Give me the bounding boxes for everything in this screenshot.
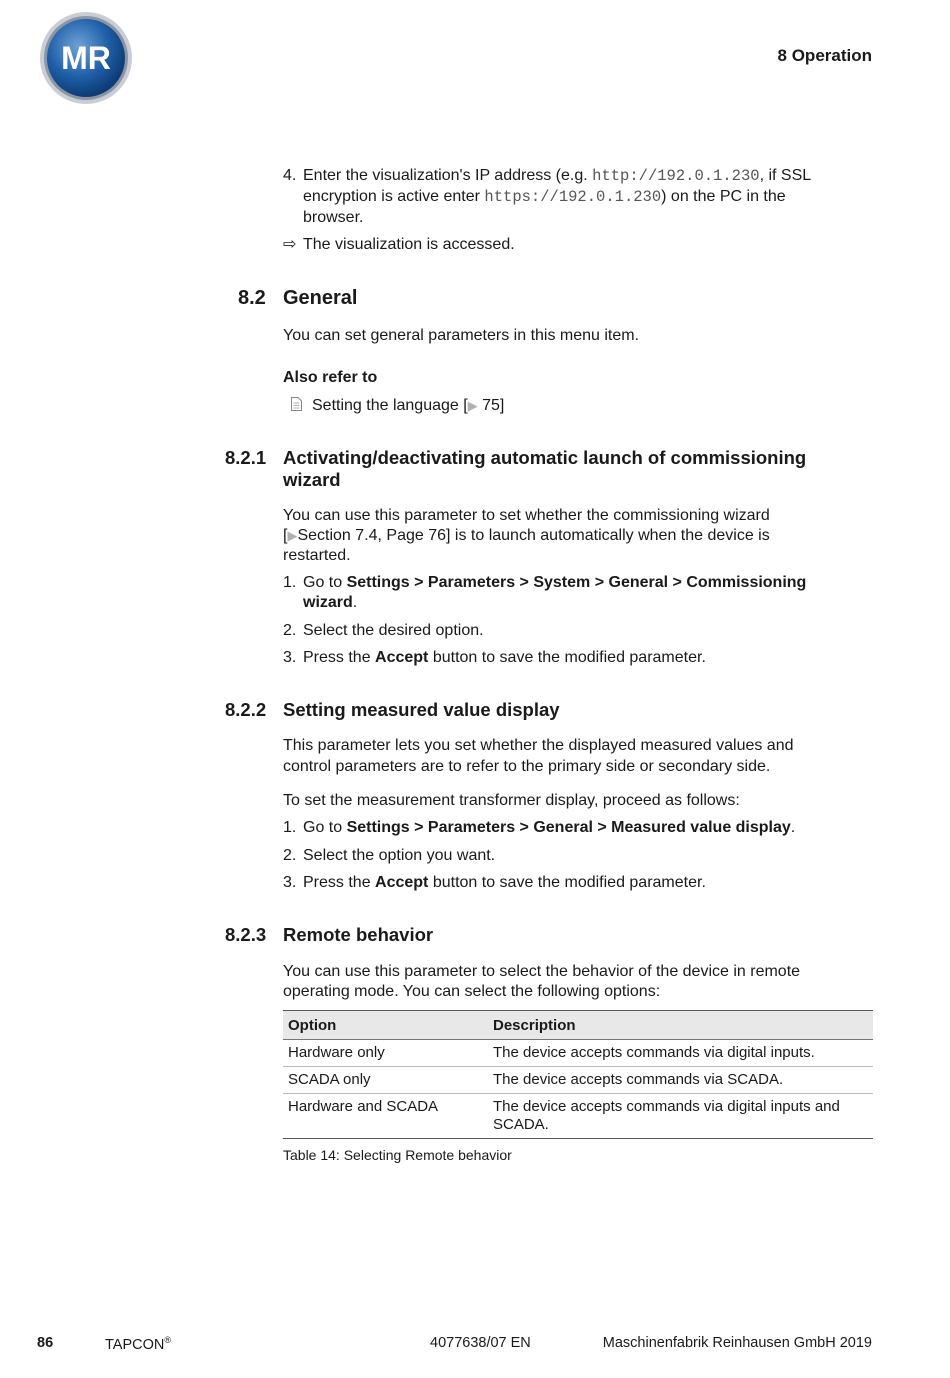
subsection-number: 8.2.1: [225, 447, 267, 468]
step-2: Select the desired option.: [303, 622, 484, 639]
table-cell: Hardware only: [283, 1040, 488, 1067]
result-text: The visualization is accessed.: [303, 236, 515, 253]
step-2: Select the option you want.: [303, 847, 496, 864]
table-cell: The device accepts commands via digital inputs.: [488, 1040, 873, 1067]
page-number: 86: [37, 1335, 54, 1351]
subsection-title: Remote behavior: [283, 924, 434, 945]
step-marker: 1.: [283, 574, 297, 591]
subsection-title: Setting measured value display: [283, 699, 560, 720]
page-arrow-icon: ▶: [467, 398, 478, 413]
document-icon: [291, 397, 302, 411]
table-cell: The device accepts commands via digital inputs and SCADA.: [488, 1094, 873, 1139]
step-4-line-1: Enter the visualization's IP address (e.g. http://192.0.1.230, if SSL: [303, 167, 812, 185]
step-3: Press the Accept button to save the modified parameter.: [303, 649, 706, 666]
step-1-line-2: wizard.: [303, 594, 358, 611]
logo-text: MR: [61, 40, 111, 76]
step-1-line-1: Go to Settings > Parameters > System > General > Commissioning: [303, 574, 807, 591]
table-row: [283, 1094, 873, 1139]
xref-arrow-icon: ▶: [287, 528, 298, 543]
section-title: General: [283, 287, 358, 309]
paragraph-line: restarted.: [283, 547, 351, 564]
table-caption: Table 14: Selecting Remote behavior: [283, 1147, 512, 1163]
ref-link-setting-language[interactable]: Setting the language [▶ 75]: [312, 397, 505, 414]
section-intro: You can set general parameters in this menu item.: [283, 327, 640, 344]
company-name: Maschinenfabrik Reinhausen GmbH 2019: [602, 1335, 872, 1351]
mr-logo: [39, 11, 133, 105]
step-4-line-3: browser.: [303, 209, 364, 226]
paragraph-line: This parameter lets you set whether the displayed measured values and: [283, 737, 794, 754]
document-id: 4077638/07 EN: [430, 1335, 531, 1351]
table-row: [283, 1067, 873, 1094]
table-cell: Hardware and SCADA: [283, 1094, 488, 1139]
paragraph-line: You can use this parameter to set whether the commissioning wizard: [283, 507, 770, 524]
product-name: TAPCON®: [105, 1335, 171, 1353]
table-header-row: [283, 1011, 873, 1040]
also-refer-heading: Also refer to: [283, 369, 378, 386]
step-1: Go to Settings > Parameters > General > Measured value display.: [303, 819, 796, 836]
subsection-number: 8.2.2: [225, 699, 267, 720]
step-marker: 3.: [283, 874, 297, 891]
paragraph-line: operating mode. You can select the following options:: [283, 983, 661, 1000]
paragraph-line: You can use this parameter to select the behavior of the device in remote: [283, 963, 801, 980]
step-4-marker: 4.: [283, 167, 297, 184]
paragraph-line: control parameters are to refer to the primary side or secondary side.: [283, 758, 771, 775]
step-3: Press the Accept button to save the modified parameter.: [303, 874, 706, 891]
step-marker: 2.: [283, 847, 297, 864]
step-marker: 3.: [283, 649, 297, 666]
remote-behavior-table: [283, 1010, 873, 1139]
subsection-title-line-2: wizard: [283, 469, 341, 490]
example-url-http: http://192.0.1.230: [592, 167, 760, 185]
example-url-https: https://192.0.1.230: [484, 188, 662, 206]
xref-section-link[interactable]: Section 7.4, Page 76] is to launch automatically when the device is: [297, 527, 770, 544]
table-cell: SCADA only: [283, 1067, 488, 1094]
subsection-title-line-1: Activating/deactivating automatic launch of commissioning: [283, 447, 807, 468]
section-number: 8.2: [238, 287, 266, 309]
step-marker: 1.: [283, 819, 297, 836]
column-header-description: Description: [488, 1011, 873, 1040]
paragraph-line-with-xref: [▶Section 7.4, Page 76] is to launch automatically when the device is: [283, 527, 770, 544]
table-row: [283, 1040, 873, 1067]
column-header-option: Option: [283, 1011, 488, 1040]
result-arrow-icon: ⇨: [283, 236, 297, 253]
table-cell: The device accepts commands via SCADA.: [488, 1067, 873, 1094]
step-4-line-2: encryption is active enter https://192.0.1.230) on the PC in the: [303, 188, 786, 206]
paragraph-line: To set the measurement transformer display, proceed as follows:: [283, 792, 740, 809]
subsection-number: 8.2.3: [225, 924, 267, 945]
step-marker: 2.: [283, 622, 297, 639]
running-header: 8 Operation: [777, 46, 872, 65]
